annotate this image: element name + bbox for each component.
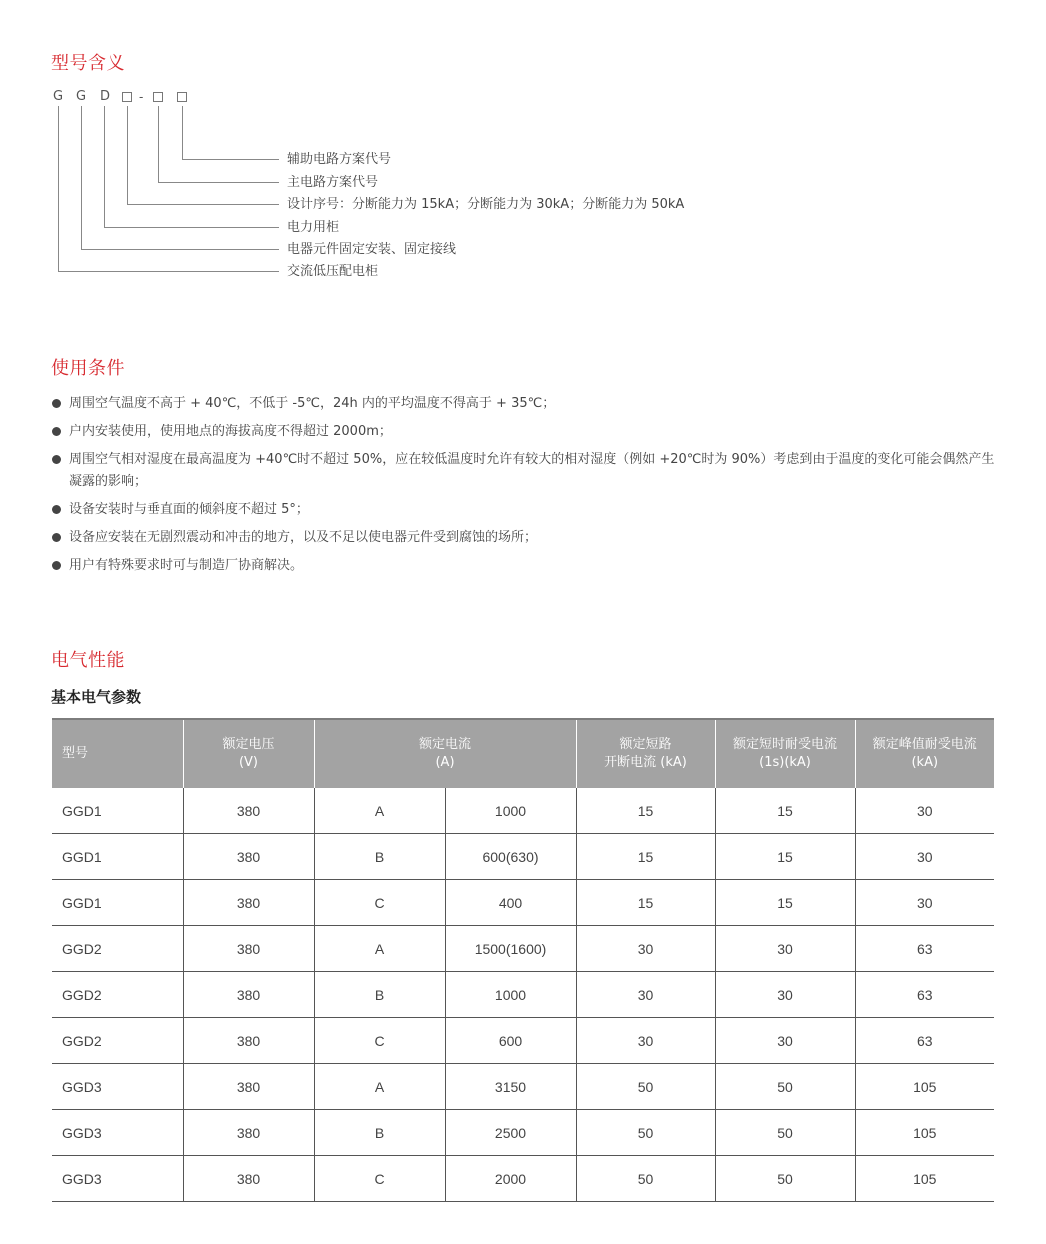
cell-current: 1500(1600) [445, 926, 576, 972]
cell-model: GGD1 [52, 834, 183, 880]
cell-peak: 105 [855, 1064, 994, 1110]
code-desc-fixed-install: 电器元件固定安装、固定接线 [287, 242, 457, 257]
cell-current-class: C [314, 1018, 445, 1064]
cell-voltage: 380 [183, 1110, 314, 1156]
cell-breaking: 50 [576, 1156, 715, 1202]
cell-short-time: 50 [715, 1110, 855, 1156]
table-row [52, 834, 994, 880]
cell-model: GGD2 [52, 926, 183, 972]
condition-text: 周围空气相对湿度在最高温度为 +40℃时不超过 50%，应在较低温度时允许有较大的相对湿度（例如 +20℃时为 90%）考虑到由于温度的变化可能会偶然产生凝露的影响； [69, 452, 995, 489]
cell-short-time: 50 [715, 1064, 855, 1110]
condition-item [52, 527, 1002, 549]
cell-model: GGD1 [52, 880, 183, 926]
cell-model: GGD2 [52, 1018, 183, 1064]
code-desc-aux-circuit: 辅助电路方案代号 [287, 152, 392, 167]
table-row [52, 1018, 994, 1064]
bullet-icon [52, 455, 61, 464]
code-dash: - [139, 89, 144, 104]
code-placeholder-box-2 [153, 92, 163, 102]
cell-current-class: C [314, 880, 445, 926]
cell-current-class: B [314, 1110, 445, 1156]
condition-item [52, 393, 1002, 415]
cell-short-time: 15 [715, 788, 855, 834]
cell-model: GGD3 [52, 1110, 183, 1156]
header-rated-current: 额定电流 (A) [314, 719, 576, 788]
condition-item [52, 421, 1002, 443]
cell-short-time: 15 [715, 834, 855, 880]
cell-breaking: 50 [576, 1110, 715, 1156]
connector-vline-3 [127, 106, 128, 204]
bullet-icon [52, 399, 61, 408]
connector-hline-2 [158, 182, 279, 183]
connector-vline-2 [158, 106, 159, 182]
cell-peak: 63 [855, 972, 994, 1018]
connector-vline-6 [58, 106, 59, 271]
table-row [52, 972, 994, 1018]
code-letter-g1: G [53, 89, 64, 104]
conditions-list [52, 393, 1002, 583]
cell-model: GGD3 [52, 1156, 183, 1202]
cell-short-time: 30 [715, 926, 855, 972]
table-row [52, 1110, 994, 1156]
cell-current: 2000 [445, 1156, 576, 1202]
cell-peak: 105 [855, 1110, 994, 1156]
connector-vline-4 [104, 106, 105, 227]
connector-vline-5 [81, 106, 82, 249]
code-placeholder-box-3 [177, 92, 187, 102]
cell-model: GGD1 [52, 788, 183, 834]
cell-voltage: 380 [183, 1018, 314, 1064]
header-rated-voltage: 额定电压 (V) [183, 719, 314, 788]
cell-breaking: 30 [576, 1018, 715, 1064]
code-desc-power-cabinet: 电力用柜 [287, 220, 340, 235]
cell-short-time: 30 [715, 1018, 855, 1064]
cell-current-class: B [314, 972, 445, 1018]
cell-model: GGD3 [52, 1064, 183, 1110]
condition-text: 户内安装使用，使用地点的海拔高度不得超过 2000m； [69, 424, 392, 439]
code-letter-d: D [100, 89, 111, 104]
cell-breaking: 30 [576, 972, 715, 1018]
header-short-circuit-breaking: 额定短路 开断电流 (kA) [576, 719, 715, 788]
cell-current-class: C [314, 1156, 445, 1202]
header-model: 型号 [52, 719, 183, 788]
code-desc-design-number: 设计序号：分断能力为 15kA；分断能力为 30kA；分断能力为 50kA [287, 197, 685, 212]
electrical-section-title: 电气性能 [51, 650, 125, 671]
connector-hline-3 [127, 204, 279, 205]
cell-peak: 63 [855, 926, 994, 972]
cell-voltage: 380 [183, 834, 314, 880]
condition-text: 用户有特殊要求时可与制造厂协商解决。 [69, 558, 304, 573]
cell-short-time: 15 [715, 880, 855, 926]
table-row [52, 926, 994, 972]
cell-peak: 63 [855, 1018, 994, 1064]
cell-current-class: A [314, 788, 445, 834]
cell-short-time: 30 [715, 972, 855, 1018]
table-row [52, 788, 994, 834]
cell-peak: 105 [855, 1156, 994, 1202]
table-row [52, 1156, 994, 1202]
code-placeholder-box-1 [122, 92, 132, 102]
model-code-diagram [0, 0, 1046, 300]
code-desc-main-circuit: 主电路方案代号 [287, 175, 379, 190]
cell-voltage: 380 [183, 880, 314, 926]
connector-hline-5 [81, 249, 279, 250]
cell-breaking: 15 [576, 834, 715, 880]
cell-peak: 30 [855, 880, 994, 926]
connector-vline-1 [182, 106, 183, 159]
cell-current-class: A [314, 926, 445, 972]
cell-model: GGD2 [52, 972, 183, 1018]
cell-breaking: 15 [576, 880, 715, 926]
condition-item [52, 499, 1002, 521]
cell-voltage: 380 [183, 972, 314, 1018]
cell-current: 3150 [445, 1064, 576, 1110]
connector-hline-1 [182, 159, 279, 160]
cell-voltage: 380 [183, 926, 314, 972]
cell-voltage: 380 [183, 1156, 314, 1202]
connector-hline-6 [58, 271, 279, 272]
code-letter-g2: G [76, 89, 87, 104]
electrical-params-subtitle: 基本电气参数 [51, 688, 142, 706]
cell-current-class: B [314, 834, 445, 880]
table-body [52, 788, 994, 1202]
condition-text: 设备应安装在无剧烈震动和冲击的地方，以及不足以使电器元件受到腐蚀的场所； [69, 530, 538, 545]
conditions-section-title: 使用条件 [51, 358, 125, 379]
bullet-icon [52, 533, 61, 542]
cell-breaking: 30 [576, 926, 715, 972]
bullet-icon [52, 561, 61, 570]
cell-breaking: 50 [576, 1064, 715, 1110]
connector-hline-4 [104, 227, 279, 228]
table-row [52, 880, 994, 926]
condition-item [52, 449, 1002, 493]
cell-voltage: 380 [183, 1064, 314, 1110]
cell-peak: 30 [855, 834, 994, 880]
model-section-title: 型号含义 [51, 53, 125, 74]
header-peak-withstand: 额定峰值耐受电流 (kA) [855, 719, 994, 788]
electrical-params-table [52, 718, 994, 1202]
condition-item [52, 555, 1002, 577]
table-header-row [52, 719, 994, 788]
table-row [52, 1064, 994, 1110]
bullet-icon [52, 427, 61, 436]
cell-breaking: 15 [576, 788, 715, 834]
condition-text: 设备安装时与垂直面的倾斜度不超过 5°； [69, 502, 309, 517]
cell-current: 2500 [445, 1110, 576, 1156]
cell-peak: 30 [855, 788, 994, 834]
cell-current: 600 [445, 1018, 576, 1064]
condition-text: 周围空气温度不高于 + 40℃，不低于 -5℃，24h 内的平均温度不得高于 + 35℃； [69, 396, 556, 411]
cell-current: 1000 [445, 972, 576, 1018]
cell-current-class: A [314, 1064, 445, 1110]
cell-current: 400 [445, 880, 576, 926]
bullet-icon [52, 505, 61, 514]
code-desc-ac-lv-cabinet: 交流低压配电柜 [287, 264, 379, 279]
cell-current: 1000 [445, 788, 576, 834]
header-short-time-withstand: 额定短时耐受电流 (1s)(kA) [715, 719, 855, 788]
cell-current: 600(630) [445, 834, 576, 880]
cell-voltage: 380 [183, 788, 314, 834]
cell-short-time: 50 [715, 1156, 855, 1202]
